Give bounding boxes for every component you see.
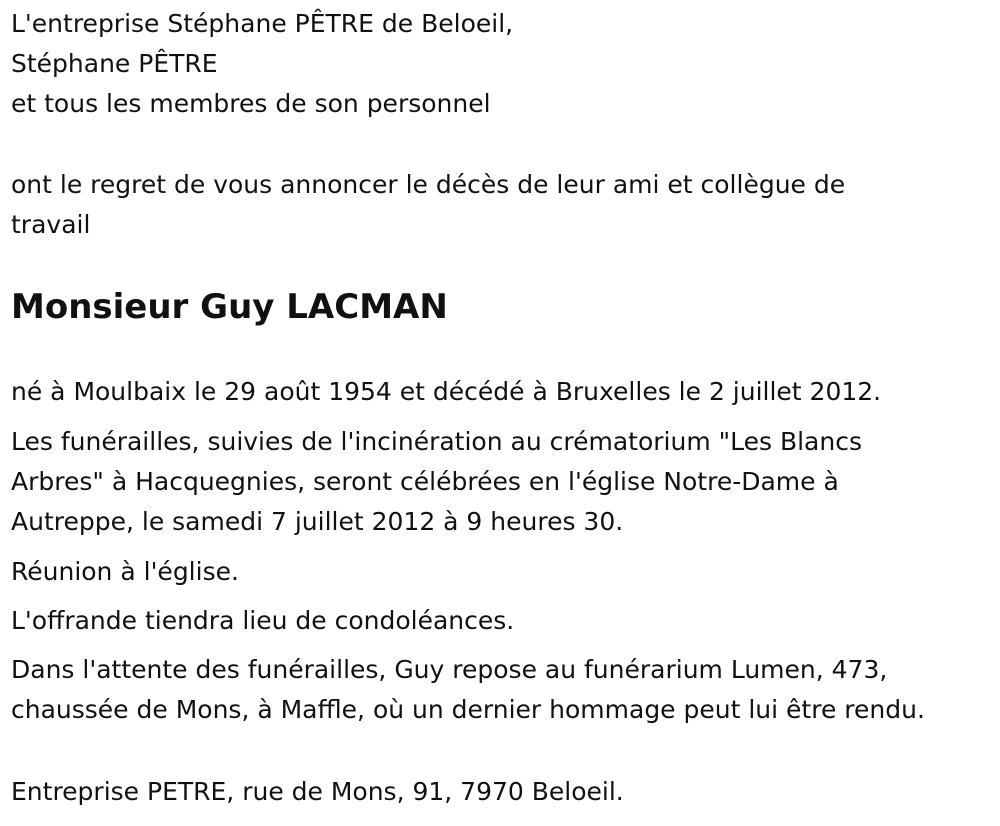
meeting-text: Réunion à l'église. bbox=[11, 557, 239, 586]
funeral-text: Les funérailles, suivies de l'incinération au crématorium "Les Blancs Arbres" à Hacquegnies, seront célébrées en l'église Notre-Dame à Autreppe, le samedi 7 juillet 2012 à 9 heures 30. bbox=[11, 427, 862, 536]
header-owner-line: Stéphane PÊTRE bbox=[11, 49, 218, 78]
announcement-text: ont le regret de vous annoncer le décès de leur ami et collègue de travail bbox=[11, 170, 846, 239]
deceased-name: Monsieur Guy LACMAN bbox=[11, 287, 448, 327]
footer-address: Entreprise PETRE, rue de Mons, 91, 7970 Beloeil. bbox=[11, 777, 624, 806]
header-staff-line: et tous les membres de son personnel bbox=[11, 89, 491, 118]
birth-death-text: né à Moulbaix le 29 août 1954 et décédé à Bruxelles le 2 juillet 2012. bbox=[11, 377, 882, 406]
repose-text: Dans l'attente des funérailles, Guy repose au funérarium Lumen, 473, chaussée de Mons, à Maffle, où un dernier hommage peut lui être rendu. bbox=[11, 655, 925, 724]
header-block bbox=[11, 4, 513, 124]
header-company-line: L'entreprise Stéphane PÊTRE de Beloeil, bbox=[11, 9, 514, 38]
offering-text: L'offrande tiendra lieu de condoléances. bbox=[11, 606, 515, 635]
